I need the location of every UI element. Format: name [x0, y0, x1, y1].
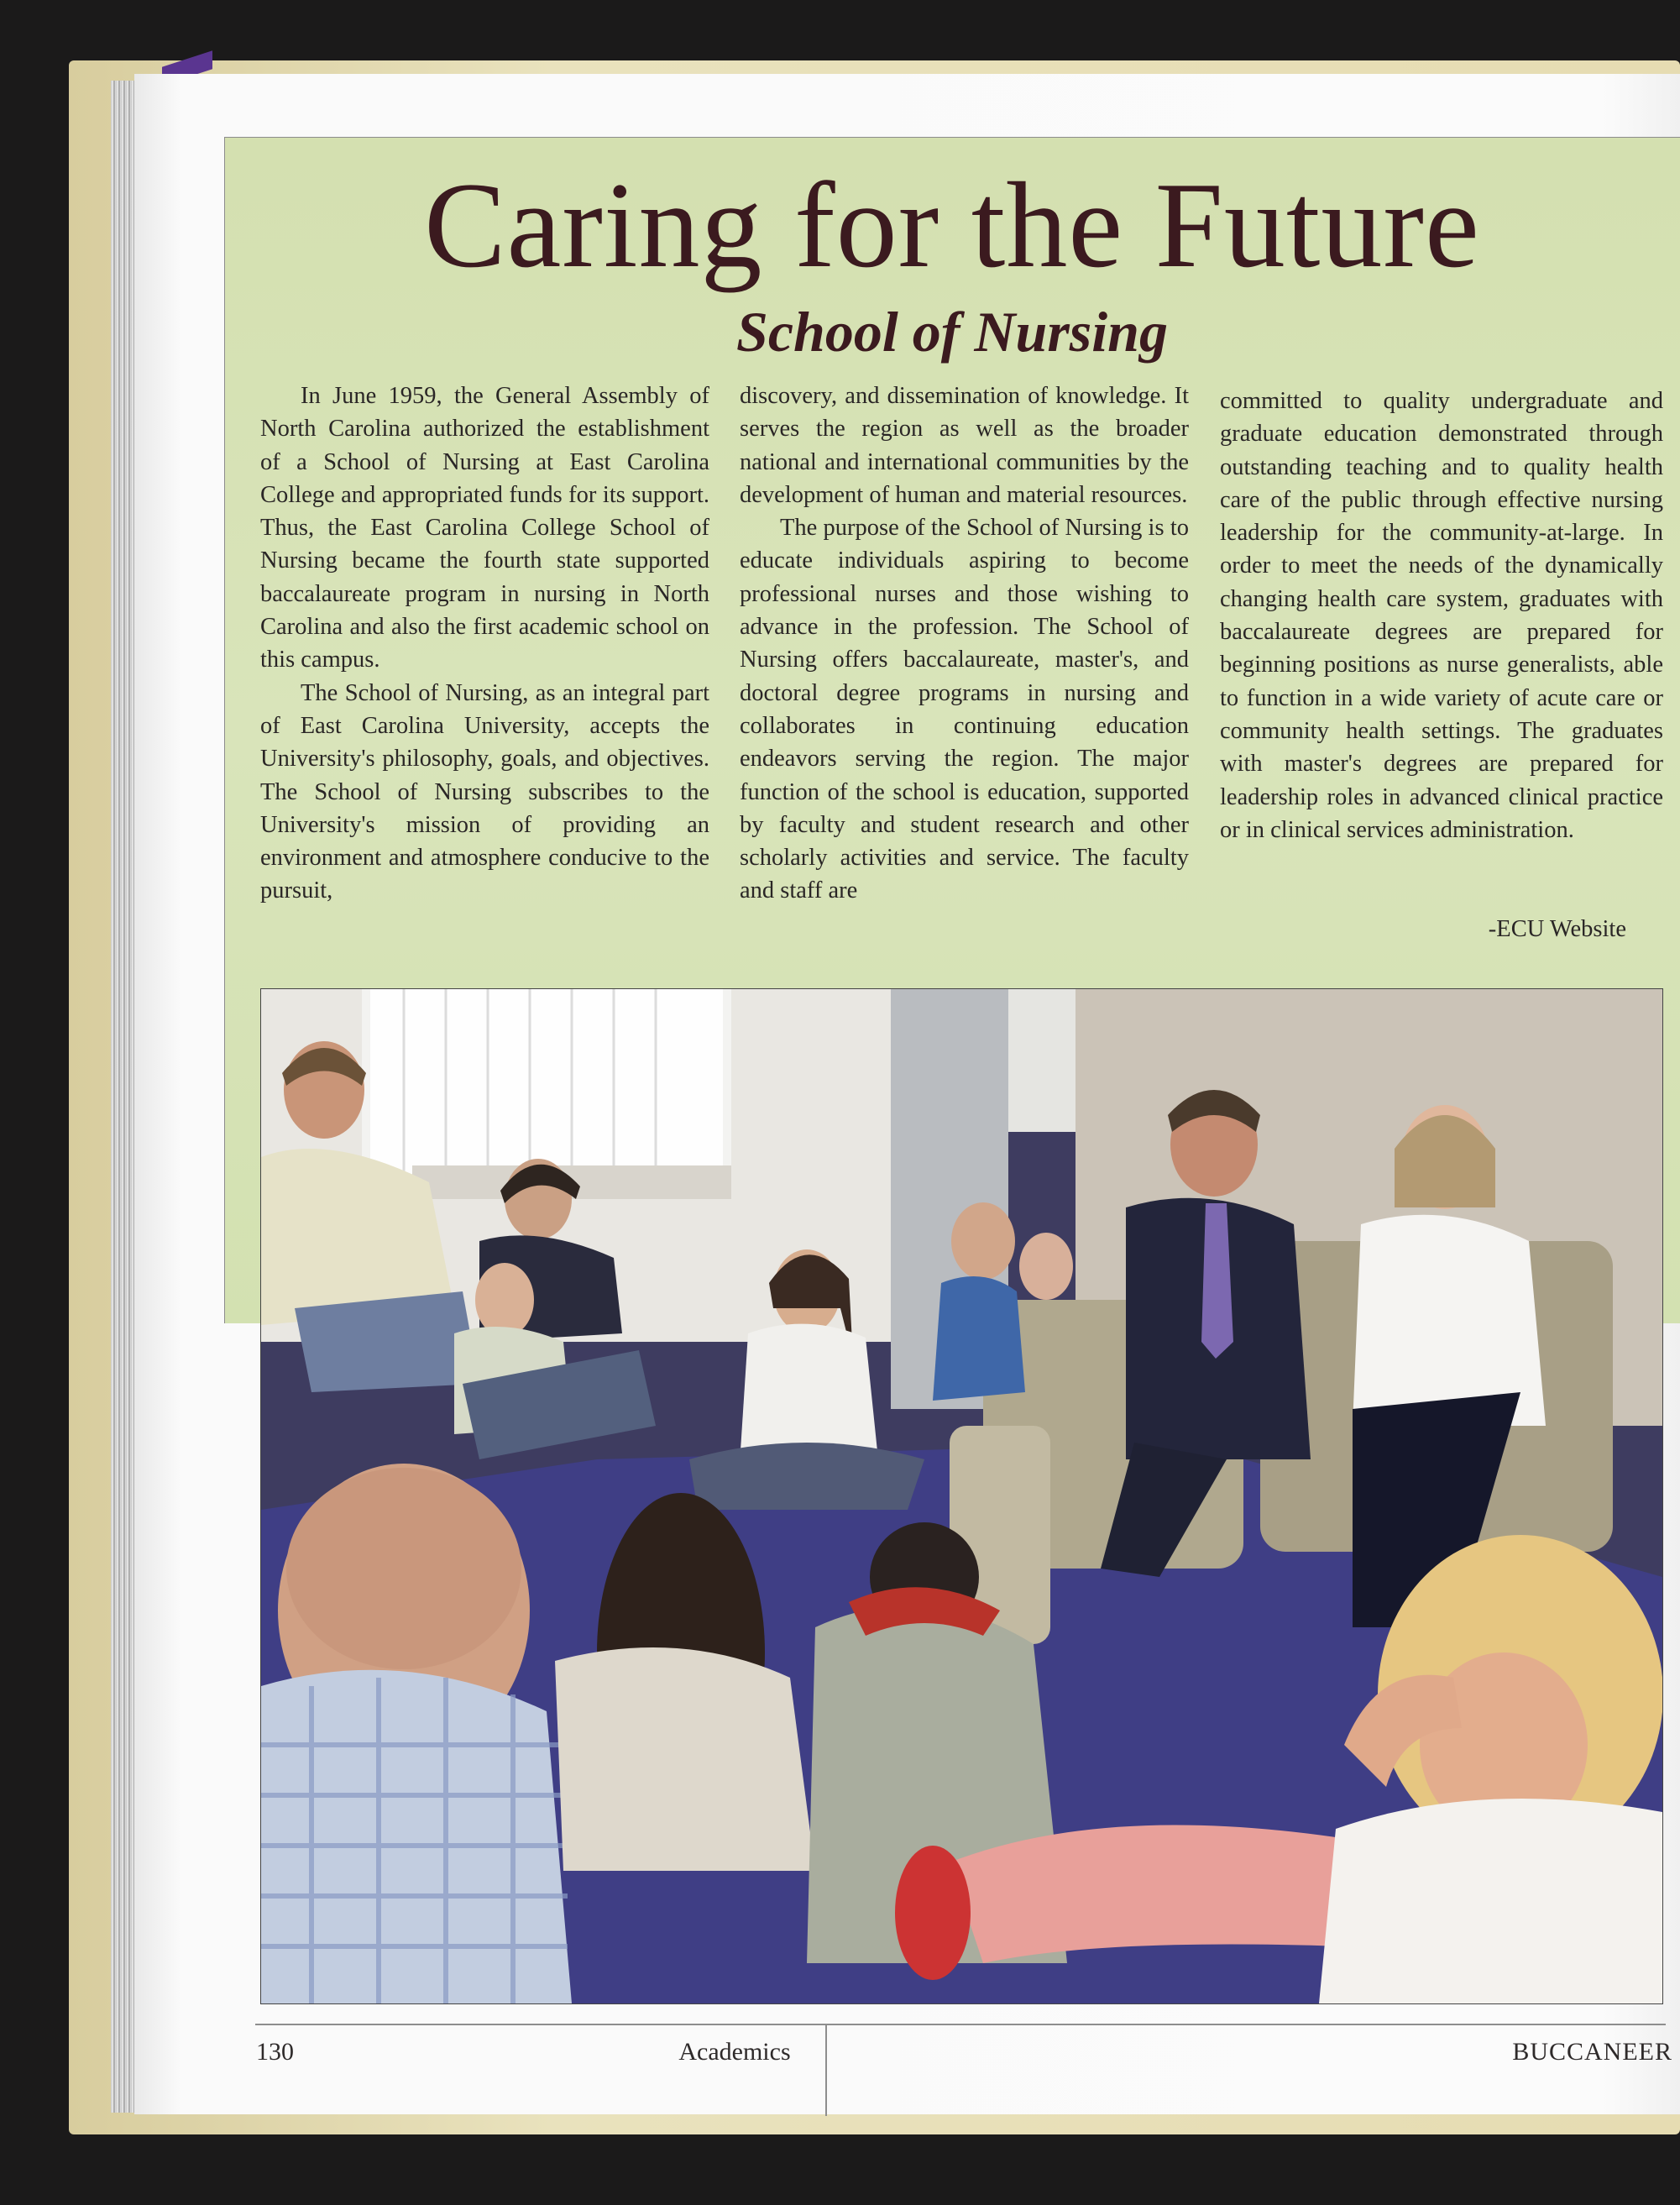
- text-column-1: [260, 380, 709, 908]
- footer-divider: [825, 2025, 827, 2116]
- article-subtitle: School of Nursing: [736, 300, 1168, 364]
- paragraph: The purpose of the School of Nursing is to educate individuals aspiring to become professional nurses and those wishing to advance in the profession. The School of Nursing offers baccalaureate, master's, and doctoral degree programs in nursing and collaborates in continuing education endeavors serving the region. The major function of the school is education, supported by faculty and student research and other scholarly activities and service. The faculty and staff are: [740, 515, 1189, 904]
- article-title: Caring for the Future: [424, 157, 1480, 293]
- paragraph: In June 1959, the General Assembly of North Carolina authorized the establishment of a School of Nursing at East Carolina College and appropriated funds for its support. Thus, the East Carolina College School of Nursing became the fourth state supported baccalaureate program in nursing in North Carolina and also the first academic school on this campus.: [260, 383, 709, 673]
- classroom-photo: [260, 988, 1663, 2004]
- publication-name: BUCCANEER: [1512, 2038, 1672, 2066]
- source-attribution: -ECU Website: [1488, 916, 1626, 942]
- page-number: 130: [256, 2038, 294, 2066]
- photo-illustration: [261, 989, 1662, 2003]
- footer-rule: [255, 2024, 1666, 2025]
- paragraph: committed to quality undergraduate and graduate education demonstrated through outstanding teaching and to quality health care of the public through effective nursing leadership for the community-at-large. In order to meet the needs of the dynamically changing health care system, graduates with baccalaureate degrees are prepared for beginning positions as nurse generalists, able to function in a wide variety of acute care or community health settings. The graduates with master's degrees are prepared for leadership roles in advanced clinical practice or in clinical services administration.: [1220, 388, 1663, 843]
- paragraph: The School of Nursing, as an integral part of East Carolina University, accepts the University's philosophy, goals, and objectives. The School of Nursing subscribes to the University's mission of providing an environment and atmosphere conducive to the pursuit,: [260, 679, 709, 904]
- text-column-3: [1220, 385, 1663, 846]
- paragraph: discovery, and dissemination of knowledge. It serves the region as well as the broader national and international communities by the development of human and material resources.: [740, 383, 1189, 508]
- text-column-2: [740, 380, 1189, 908]
- section-label: Academics: [678, 2038, 791, 2066]
